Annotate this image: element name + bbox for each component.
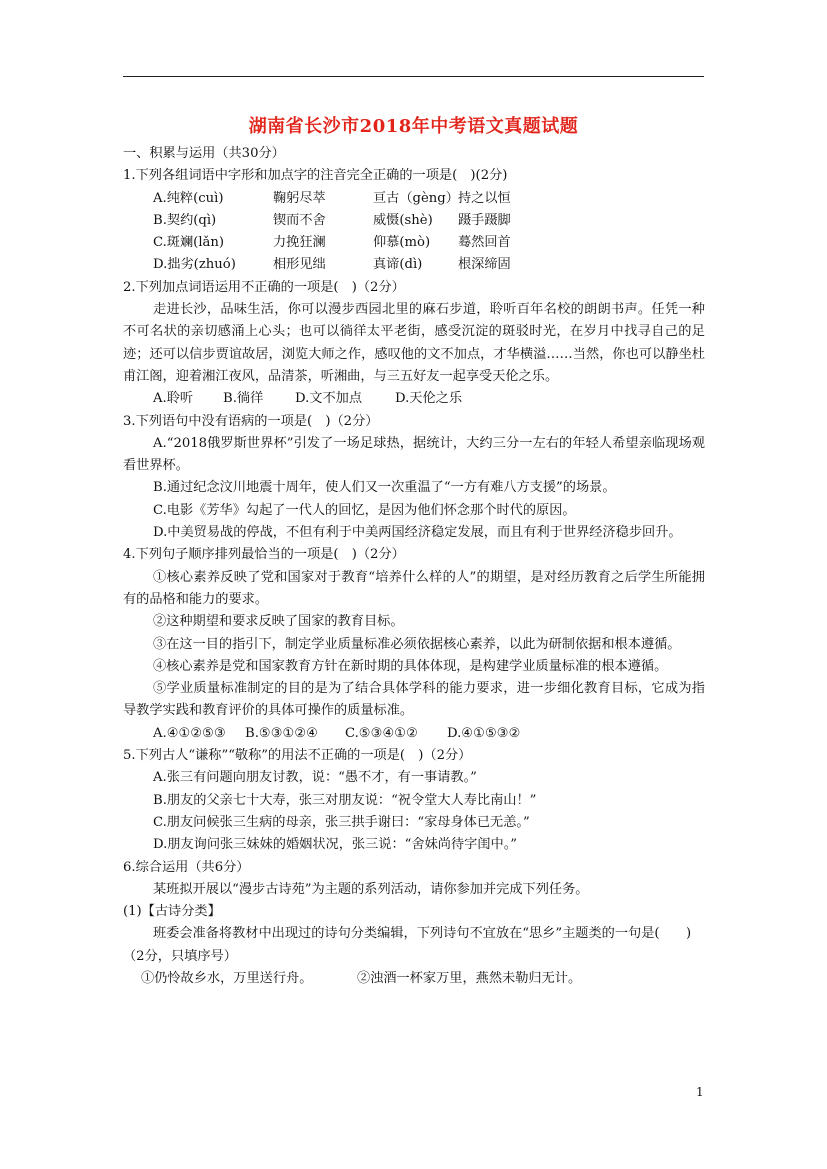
q1-c-1: C.斑斓(lǎn) bbox=[153, 235, 225, 251]
q1-a-3: 亘古（gèng） bbox=[373, 190, 459, 206]
q3-stem: 3.下列语句中没有语病的一项是( )（2分） bbox=[123, 413, 379, 429]
q1-c-3: 仰慕(mò) bbox=[373, 235, 431, 251]
q1-b-2: 锲而不舍 bbox=[273, 212, 326, 228]
q6-poem-2: ②浊酒一杯家万里，燕然未勒归无计。 bbox=[357, 970, 582, 986]
q1-b-1: B.契约(qì) bbox=[153, 212, 217, 228]
q4-sentence-4: ④核心素养是党和国家教育方针在新时期的具体体现，是构建学业质量标准的根本遵循。 bbox=[153, 658, 668, 674]
q4-option-c: C.⑤③④①② bbox=[345, 725, 418, 741]
exam-content bbox=[123, 143, 705, 990]
q2-stem: 2.下列加点词语运用不正确的一项是( )（2分） bbox=[123, 279, 405, 295]
q3-option-c: C.电影《芳华》勾起了一代人的回忆，是因为他们怀念那个时代的原因。 bbox=[153, 502, 576, 518]
q5-option-a: A.张三有问题向朋友讨教，说：“愚不才，有一事请教。” bbox=[153, 770, 477, 786]
q6-stem: 6.综合运用（共6分） bbox=[123, 859, 250, 875]
q2-option-c: D.文不加点 bbox=[295, 391, 363, 407]
q1-option-a bbox=[123, 188, 705, 210]
q5-option-c: C.朋友问候张三生病的母亲，张三拱手谢曰：“家母身体已无恙。” bbox=[153, 814, 530, 830]
q6-intro: 某班拟开展以“漫步古诗苑”为主题的系列活动，请你参加并完成下列任务。 bbox=[153, 881, 589, 897]
q1-a-1: A.纯粹(cuì) bbox=[153, 190, 224, 206]
q4-stem: 4.下列句子顺序排列最恰当的一项是( )（2分） bbox=[123, 547, 405, 563]
q1-c-2: 力挽狂澜 bbox=[273, 235, 326, 251]
q3-option-d: D.中美贸易战的停战，不但有利于中美两国经济稳定发展，而且有利于世界经济稳步回升。 bbox=[153, 525, 682, 541]
q1-a-2: 鞠躬尽萃 bbox=[273, 190, 326, 206]
q3-option-a: A.“2018俄罗斯世界杯”引发了一场足球热，据统计，大约三分一左右的年轻人希望亲临现场观看世界杯。 bbox=[123, 435, 705, 474]
q2-passage: 走进长沙，品味生活，你可以漫步西园北里的麻石步道，聆听百年名校的朗朗书声。任凭一种不可名状的亲切感涌上心头；也可以徜徉太平老街，感受沉淀的斑驳时光，在岁月中找寻自己的足迹；还可以信步贾谊故居，浏览大师之作，感叹他的文不加点，才华横溢……当然，你也可以静坐杜甫江阁，迎着湘江夜风，品清茶，听湘曲，与三五好友一起享受天伦之乐。 bbox=[123, 302, 705, 384]
q4-options bbox=[123, 723, 705, 745]
q1-d-2: 相形见绌 bbox=[273, 257, 326, 273]
q1-option-c bbox=[123, 232, 705, 254]
page-number: 1 bbox=[696, 1085, 704, 1099]
q4-option-a: A.④①②⑤③ bbox=[153, 725, 226, 741]
q6-poems bbox=[123, 968, 705, 990]
q6-sub1-heading: (1)【古诗分类】 bbox=[123, 904, 221, 920]
header-rule bbox=[123, 76, 704, 77]
q5-option-b: B.朋友的父亲七十大寿，张三对朋友说：“祝令堂大人寿比南山！” bbox=[153, 792, 537, 808]
q1-d-1: D.拙劣(zhuó) bbox=[153, 257, 236, 273]
q1-d-4: 根深缔固 bbox=[458, 257, 511, 273]
q6-poem-1: ①仍怜故乡水，万里送行舟。 bbox=[141, 970, 313, 986]
q4-sentence-2: ②这种期望和要求反映了国家的教育目标。 bbox=[153, 614, 404, 630]
q1-option-d bbox=[123, 254, 705, 276]
q1-option-b bbox=[123, 210, 705, 232]
q4-option-d: D.④①⑤③② bbox=[447, 725, 521, 741]
q1-stem: 1.下列各组词语中字形和加点字的注音完全正确的一项是( )(2分) bbox=[123, 168, 508, 184]
q4-option-b: B.⑤③①②④ bbox=[245, 725, 318, 741]
q1-c-4: 蓦然回首 bbox=[458, 235, 511, 251]
q2-options bbox=[123, 388, 705, 410]
q3-option-b: B.通过纪念汶川地震十周年，使人们又一次重温了“一方有难八方支援”的场景。 bbox=[153, 480, 616, 496]
q2-option-d: D.天伦之乐 bbox=[395, 391, 463, 407]
q2-option-b: B.徜徉 bbox=[223, 391, 264, 407]
q1-a-4: 持之以恒 bbox=[458, 190, 511, 206]
q4-sentence-1: ①核心素养反映了党和国家对于教育“培养什么样的人”的期望，是对经历教育之后学生所能拥有的品格和能力的要求。 bbox=[123, 569, 705, 607]
section-heading: 一、积累与运用（共30分） bbox=[123, 146, 285, 161]
q4-sentence-5: ⑤学业质量标准制定的目的是为了结合具体学科的能力要求，进一步细化教育目标，它成为指导教学实践和教育评价的具体可操作的质量标准。 bbox=[123, 681, 705, 719]
q5-stem: 5.下列古人“谦称”“敬称”的用法不正确的一项是( )（2分） bbox=[123, 748, 472, 764]
q1-d-3: 真谛(dì) bbox=[373, 257, 423, 273]
q2-option-a: A.聆听 bbox=[153, 391, 194, 407]
q4-sentence-3: ③在这一目的指引下，制定学业质量标准必须依据核心素养，以此为研制依据和根本遵循。 bbox=[153, 636, 681, 652]
q6-task: 班委会准备将教材中出现过的诗句分类编辑，下列诗句不宜放在“思乡”主题类的一句是( ) bbox=[153, 926, 692, 942]
q1-b-3: 威慑(shè) bbox=[373, 212, 433, 228]
q6-note: （2分，只填序号） bbox=[123, 948, 237, 964]
q1-b-4: 蹑手蹑脚 bbox=[458, 212, 511, 228]
page-title: 湖南省长沙市2018年中考语文真题试题 bbox=[248, 116, 579, 137]
q5-option-d: D.朋友询问张三妹妹的婚姻状况，张三说：“舍妹尚待字闺中。” bbox=[153, 837, 518, 853]
